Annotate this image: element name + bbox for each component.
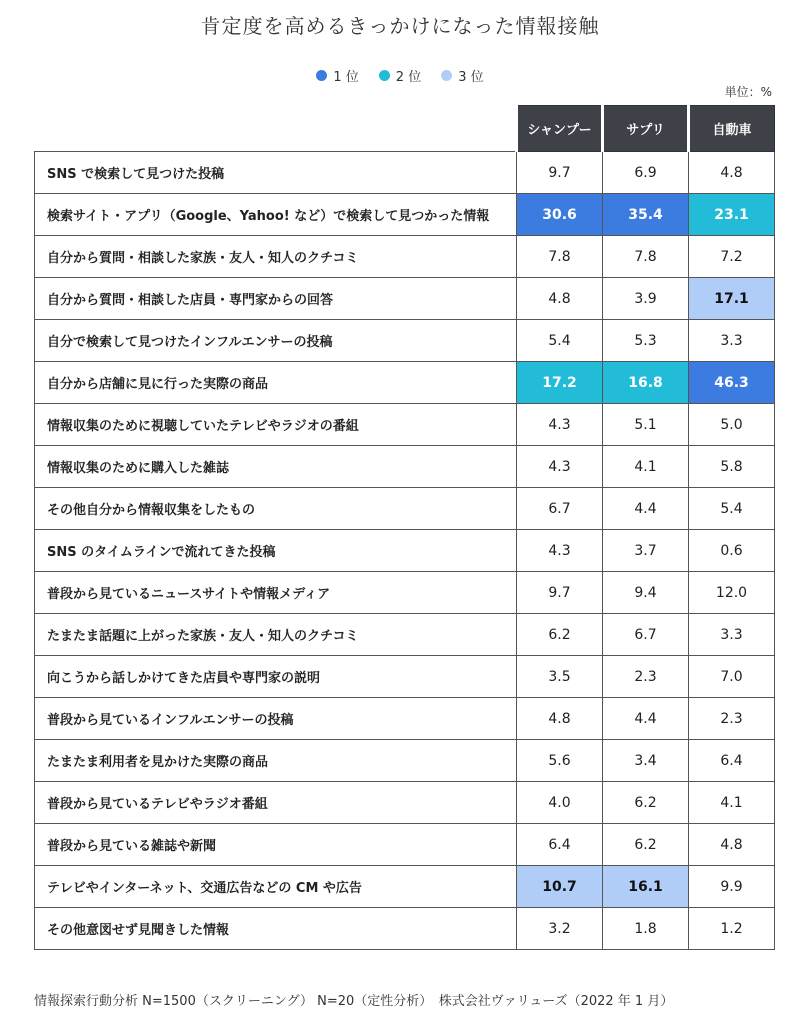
value-cell: 7.8: [517, 236, 603, 278]
value-cell: 46.3: [689, 362, 775, 404]
value-cell: 16.8: [603, 362, 689, 404]
value-cell: 9.7: [517, 572, 603, 614]
value-cell: 6.4: [689, 740, 775, 782]
table-row: [35, 656, 775, 698]
unit-label: 単位：%: [724, 85, 772, 99]
value-cell: 1.2: [689, 908, 775, 950]
table-row: [35, 236, 775, 278]
table-row: [35, 404, 775, 446]
column-header: サプリ: [603, 106, 689, 152]
row-label: 普段から見ている雑誌や新聞: [35, 824, 517, 866]
row-label: SNS のタイムラインで流れてきた投稿: [35, 530, 517, 572]
table-row: [35, 152, 775, 194]
row-label: たまたま利用者を見かけた実際の商品: [35, 740, 517, 782]
table-row: [35, 572, 775, 614]
source-note: 情報探索行動分析 N=1500（スクリーニング） N=20（定性分析） 株式会社ヴァリューズ（2022 年 1 月）: [34, 994, 674, 1009]
row-label: 向こうから話しかけてきた店員や専門家の説明: [35, 656, 517, 698]
value-cell: 30.6: [517, 194, 603, 236]
row-label: 自分から質問・相談した家族・友人・知人のクチコミ: [35, 236, 517, 278]
value-cell: 23.1: [689, 194, 775, 236]
legend-label: 1 位: [333, 70, 359, 85]
value-cell: 3.9: [603, 278, 689, 320]
data-table: [34, 105, 774, 950]
value-cell: 3.2: [517, 908, 603, 950]
row-label: 自分から質問・相談した店員・専門家からの回答: [35, 278, 517, 320]
value-cell: 5.0: [689, 404, 775, 446]
value-cell: 0.6: [689, 530, 775, 572]
value-cell: 6.2: [603, 824, 689, 866]
value-cell: 3.4: [603, 740, 689, 782]
value-cell: 7.2: [689, 236, 775, 278]
value-cell: 6.9: [603, 152, 689, 194]
table-row: [35, 698, 775, 740]
value-cell: 10.7: [517, 866, 603, 908]
row-label: 普段から見ているニュースサイトや情報メディア: [35, 572, 517, 614]
column-header: 自動車: [689, 106, 775, 152]
row-label: その他意図せず見聞きした情報: [35, 908, 517, 950]
row-label: 情報収集のために視聴していたテレビやラジオの番組: [35, 404, 517, 446]
table-row: [35, 740, 775, 782]
legend-label: 3 位: [458, 70, 484, 85]
value-cell: 4.8: [517, 278, 603, 320]
value-cell: 4.3: [517, 446, 603, 488]
row-label: SNS で検索して見つけた投稿: [35, 152, 517, 194]
value-cell: 17.2: [517, 362, 603, 404]
value-cell: 6.4: [517, 824, 603, 866]
legend-dot-icon: [316, 70, 327, 81]
value-cell: 5.6: [517, 740, 603, 782]
column-header: シャンプー: [517, 106, 603, 152]
value-cell: 4.3: [517, 404, 603, 446]
table-row: [35, 362, 775, 404]
value-cell: 6.2: [517, 614, 603, 656]
value-cell: 3.5: [517, 656, 603, 698]
row-label: 情報収集のために購入した雑誌: [35, 446, 517, 488]
table-row: [35, 530, 775, 572]
value-cell: 16.1: [603, 866, 689, 908]
value-cell: 9.7: [517, 152, 603, 194]
value-cell: 4.4: [603, 488, 689, 530]
table-row: [35, 614, 775, 656]
row-label: 普段から見ているテレビやラジオ番組: [35, 782, 517, 824]
row-label: 普段から見ているインフルエンサーの投稿: [35, 698, 517, 740]
value-cell: 6.2: [603, 782, 689, 824]
value-cell: 9.4: [603, 572, 689, 614]
value-cell: 5.1: [603, 404, 689, 446]
value-cell: 4.1: [689, 782, 775, 824]
row-label: たまたま話題に上がった家族・友人・知人のクチコミ: [35, 614, 517, 656]
table-header-row: [35, 106, 775, 152]
row-label: 検索サイト・アプリ（Google、Yahoo! など）で検索して見つかった情報: [35, 194, 517, 236]
value-cell: 4.8: [689, 824, 775, 866]
legend-item: [316, 66, 358, 85]
table-row: [35, 782, 775, 824]
value-cell: 3.3: [689, 320, 775, 362]
table-row: [35, 824, 775, 866]
table-row: [35, 908, 775, 950]
value-cell: 4.4: [603, 698, 689, 740]
row-label: 自分で検索して見つけたインフルエンサーの投稿: [35, 320, 517, 362]
row-label: その他自分から情報収集をしたもの: [35, 488, 517, 530]
value-cell: 2.3: [689, 698, 775, 740]
value-cell: 3.3: [689, 614, 775, 656]
legend-dot-icon: [379, 70, 390, 81]
value-cell: 1.8: [603, 908, 689, 950]
legend-item: [441, 66, 483, 85]
chart-title: 肯定度を高めるきっかけになった情報接触: [200, 14, 600, 38]
value-cell: 7.0: [689, 656, 775, 698]
value-cell: 4.8: [689, 152, 775, 194]
value-cell: 3.7: [603, 530, 689, 572]
header-blank-cell: [35, 106, 517, 152]
value-cell: 6.7: [603, 614, 689, 656]
table-row: [35, 194, 775, 236]
value-cell: 5.8: [689, 446, 775, 488]
legend: [0, 66, 800, 85]
legend-item: [379, 66, 421, 85]
table-row: [35, 446, 775, 488]
value-cell: 5.4: [689, 488, 775, 530]
row-label: 自分から店舗に見に行った実際の商品: [35, 362, 517, 404]
value-cell: 4.8: [517, 698, 603, 740]
row-label: テレビやインターネット、交通広告などの CM や広告: [35, 866, 517, 908]
value-cell: 5.4: [517, 320, 603, 362]
table-row: [35, 866, 775, 908]
value-cell: 4.3: [517, 530, 603, 572]
legend-dot-icon: [441, 70, 452, 81]
value-cell: 6.7: [517, 488, 603, 530]
value-cell: 12.0: [689, 572, 775, 614]
value-cell: 9.9: [689, 866, 775, 908]
value-cell: 17.1: [689, 278, 775, 320]
legend-label: 2 位: [395, 70, 422, 85]
table-row: [35, 278, 775, 320]
value-cell: 4.1: [603, 446, 689, 488]
value-cell: 7.8: [603, 236, 689, 278]
value-cell: 2.3: [603, 656, 689, 698]
table-row: [35, 320, 775, 362]
value-cell: 4.0: [517, 782, 603, 824]
value-cell: 35.4: [603, 194, 689, 236]
table-row: [35, 488, 775, 530]
value-cell: 5.3: [603, 320, 689, 362]
